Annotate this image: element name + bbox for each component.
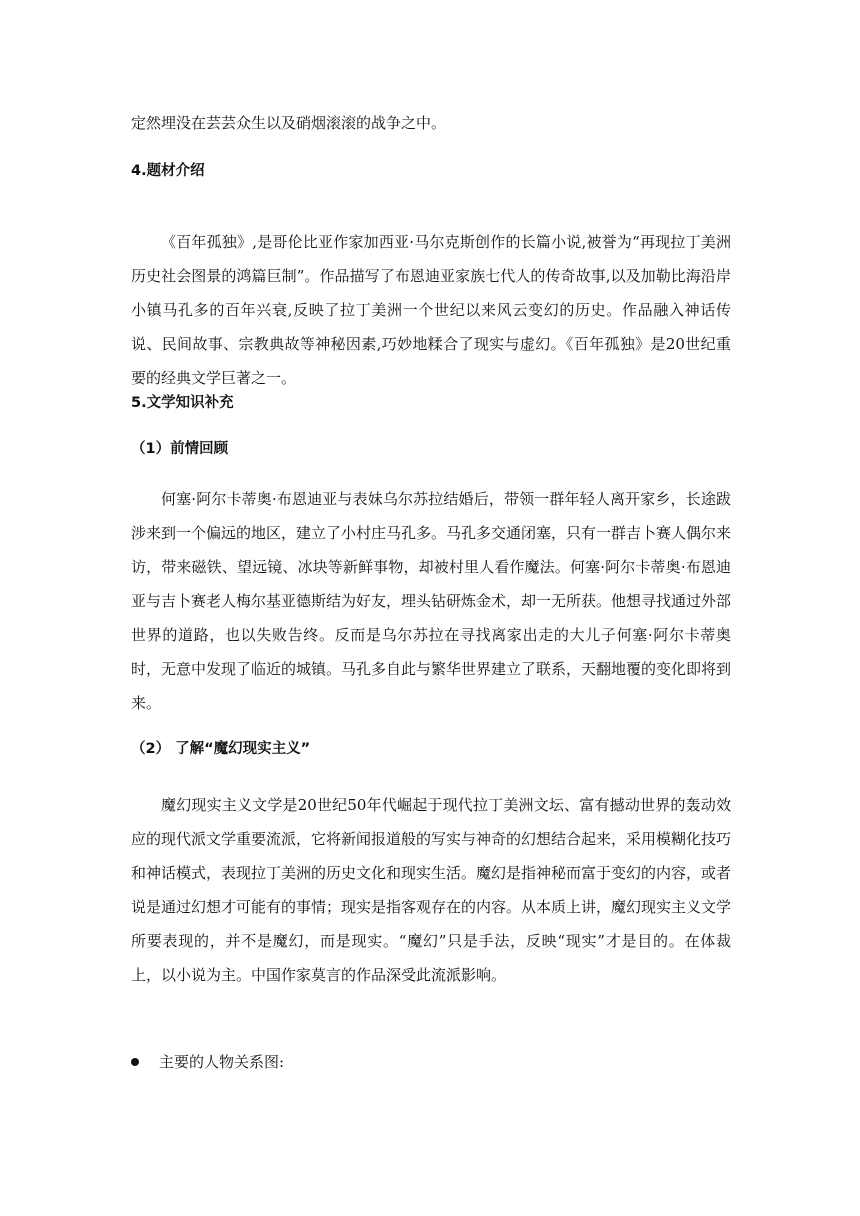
subsection-2-heading: （2） 了解“魔幻现实主义” bbox=[131, 741, 311, 757]
section-4-paragraph: 《百年孤独》,是哥伦比亚作家加西亚·马尔克斯创作的长篇小说,被誉为“再现拉丁美洲历史社会图景的鸿篇巨制”。作品描写了布恩迪亚家族七代人的传奇故事,以及加勒比海沿岸小镇马孔多的百年兴衰,反映了拉丁美洲一个世纪以来风云变幻的历史。作品融入神话传说、民间故事、宗教典故等神秘因素,巧妙地糅合了现实与虚幻。《百年孤独》是20世纪重要的经典文学巨著之一。 bbox=[131, 233, 731, 387]
subsection-1-heading: （1）前情回顾 bbox=[131, 441, 229, 457]
bullet-dot-icon bbox=[131, 1058, 139, 1066]
section-4-heading: 4.题材介绍 bbox=[131, 163, 205, 179]
bullet-item bbox=[131, 1050, 284, 1074]
subsection-1-paragraph: 何塞·阿尔卡蒂奥·布恩迪亚与表妹乌尔苏拉结婚后，带领一群年轻人离开家乡，长途跋涉来到一个偏远的地区，建立了小村庄马孔多。马孔多交通闭塞，只有一群吉卜赛人偶尔来访，带来磁铁、望远镜、冰块等新鲜事物，却被村里人看作魔法。何塞·阿尔卡蒂奥·布恩迪亚与吉卜赛老人梅尔基亚德斯结为好友，埋头钻研炼金术，却一无所获。他想寻找通过外部世界的道路，也以失败告终。反而是乌尔苏拉在寻找离家出走的大儿子何塞·阿尔卡蒂奥时，无意中发现了临近的城镇。马孔多自此与繁华世界建立了联系，天翻地覆的变化即将到来。 bbox=[131, 490, 732, 712]
bullet-item-text: 主要的人物关系图: bbox=[159, 1053, 285, 1071]
subsection-2-paragraph: 魔幻现实主义文学是20世纪50年代崛起于现代拉丁美洲文坛、富有撼动世界的轰动效应的现代派文学重要流派，它将新闻报道般的写实与神奇的幻想结合起来，采用模糊化技巧和神话模式，表现拉丁美洲的历史文化和现实生活。魔幻是指神秘而富于变幻的内容，或者说是通过幻想才可能有的事情；现实是指客观存在的内容。从本质上讲，魔幻现实主义文学所要表现的，并不是魔幻，而是现实。“魔幻”只是手法，反映“现实”才是目的。在体裁上，以小说为主。中国作家莫言的作品深受此流派影响。 bbox=[131, 796, 732, 984]
continuation-text: 定然埋没在芸芸众生以及硝烟滚滚的战争之中。 bbox=[131, 114, 447, 132]
section-5-heading: 5.文学知识补充 bbox=[131, 395, 234, 411]
